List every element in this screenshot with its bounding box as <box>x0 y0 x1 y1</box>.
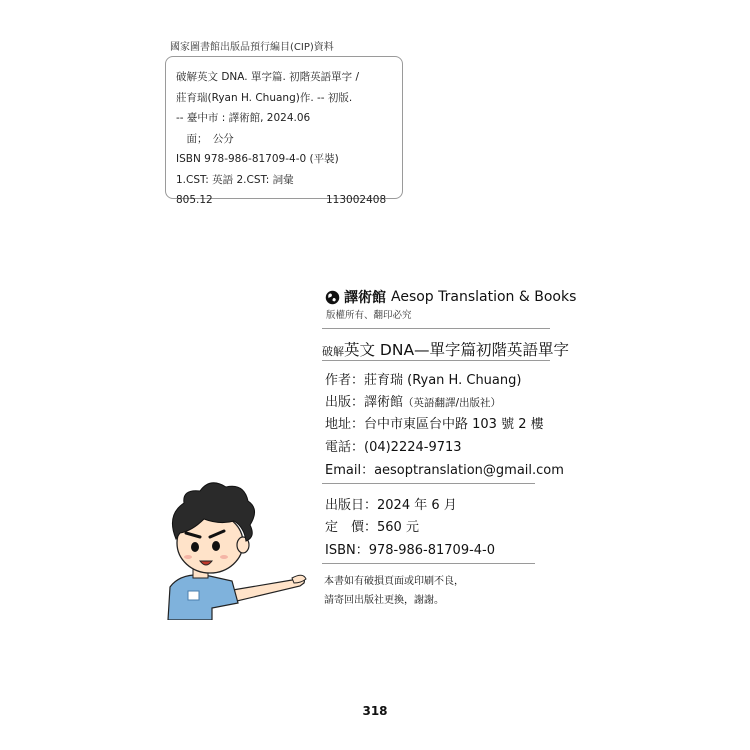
cip-classification-row <box>176 190 402 211</box>
pointing-boy-illustration <box>160 475 310 620</box>
email-line: Email：aesoptranslation@gmail.com <box>325 463 564 478</box>
notice-line-2: 請寄回出版社更換，謝謝。 <box>324 595 444 606</box>
publisher-name-en: Aesop Translation & Books <box>391 289 577 305</box>
cip-header: 國家圖書館出版品預行編目(CIP)資料 <box>170 42 334 53</box>
cip-line: -- 臺中市 : 譯術館, 2024.06 <box>176 112 311 124</box>
publication-date: 出版日：2024 年 6 月 <box>325 498 457 513</box>
cip-record-box <box>165 56 403 206</box>
cip-line: 破解英文 DNA. 單字篇. 初階英語單字 / <box>176 71 360 83</box>
publisher-line <box>325 391 501 410</box>
divider <box>322 563 535 564</box>
divider <box>322 328 550 329</box>
cip-line: ISBN 978-986-81709-4-0 (平裝) <box>176 153 339 165</box>
divider <box>322 360 550 361</box>
notice-line-1: 本書如有破損頁面或印刷不良， <box>324 576 464 587</box>
author-line: 作者：莊育瑞 (Ryan H. Chuang) <box>325 373 522 388</box>
cip-line: 莊育瑞(Ryan H. Chuang)作. -- 初版. <box>176 91 353 104</box>
cip-line: 1.CST: 英語 2.CST: 詞彙 <box>176 173 294 186</box>
globe-logo-icon <box>325 290 340 305</box>
book-title-prefix: 破解 <box>322 345 344 358</box>
publisher-label: 出版：譯術館 <box>325 395 404 410</box>
rights-notice: 版權所有、翻印必究 <box>326 310 412 321</box>
cip-classification: 805.12 <box>176 194 213 206</box>
phone-line: 電話：(04)2224-9713 <box>325 440 462 455</box>
publisher-header <box>325 287 576 307</box>
publisher-name: 譯術館 <box>344 290 386 306</box>
cip-record-number: 113002408 <box>326 194 387 206</box>
isbn-line: ISBN：978-986-81709-4-0 <box>325 543 496 558</box>
price-line: 定 價：560 元 <box>325 520 419 535</box>
book-title-main: 英文 DNA—單字篇初階英語單字 <box>344 341 570 359</box>
cip-line: 面； 公分 <box>176 132 234 145</box>
divider <box>322 483 535 484</box>
book-title <box>322 338 569 360</box>
page-number: 318 <box>362 704 388 718</box>
publisher-note: （英語翻譯/出版社） <box>403 397 502 409</box>
address-line: 地址：台中市東區台中路 103 號 2 樓 <box>325 417 544 432</box>
